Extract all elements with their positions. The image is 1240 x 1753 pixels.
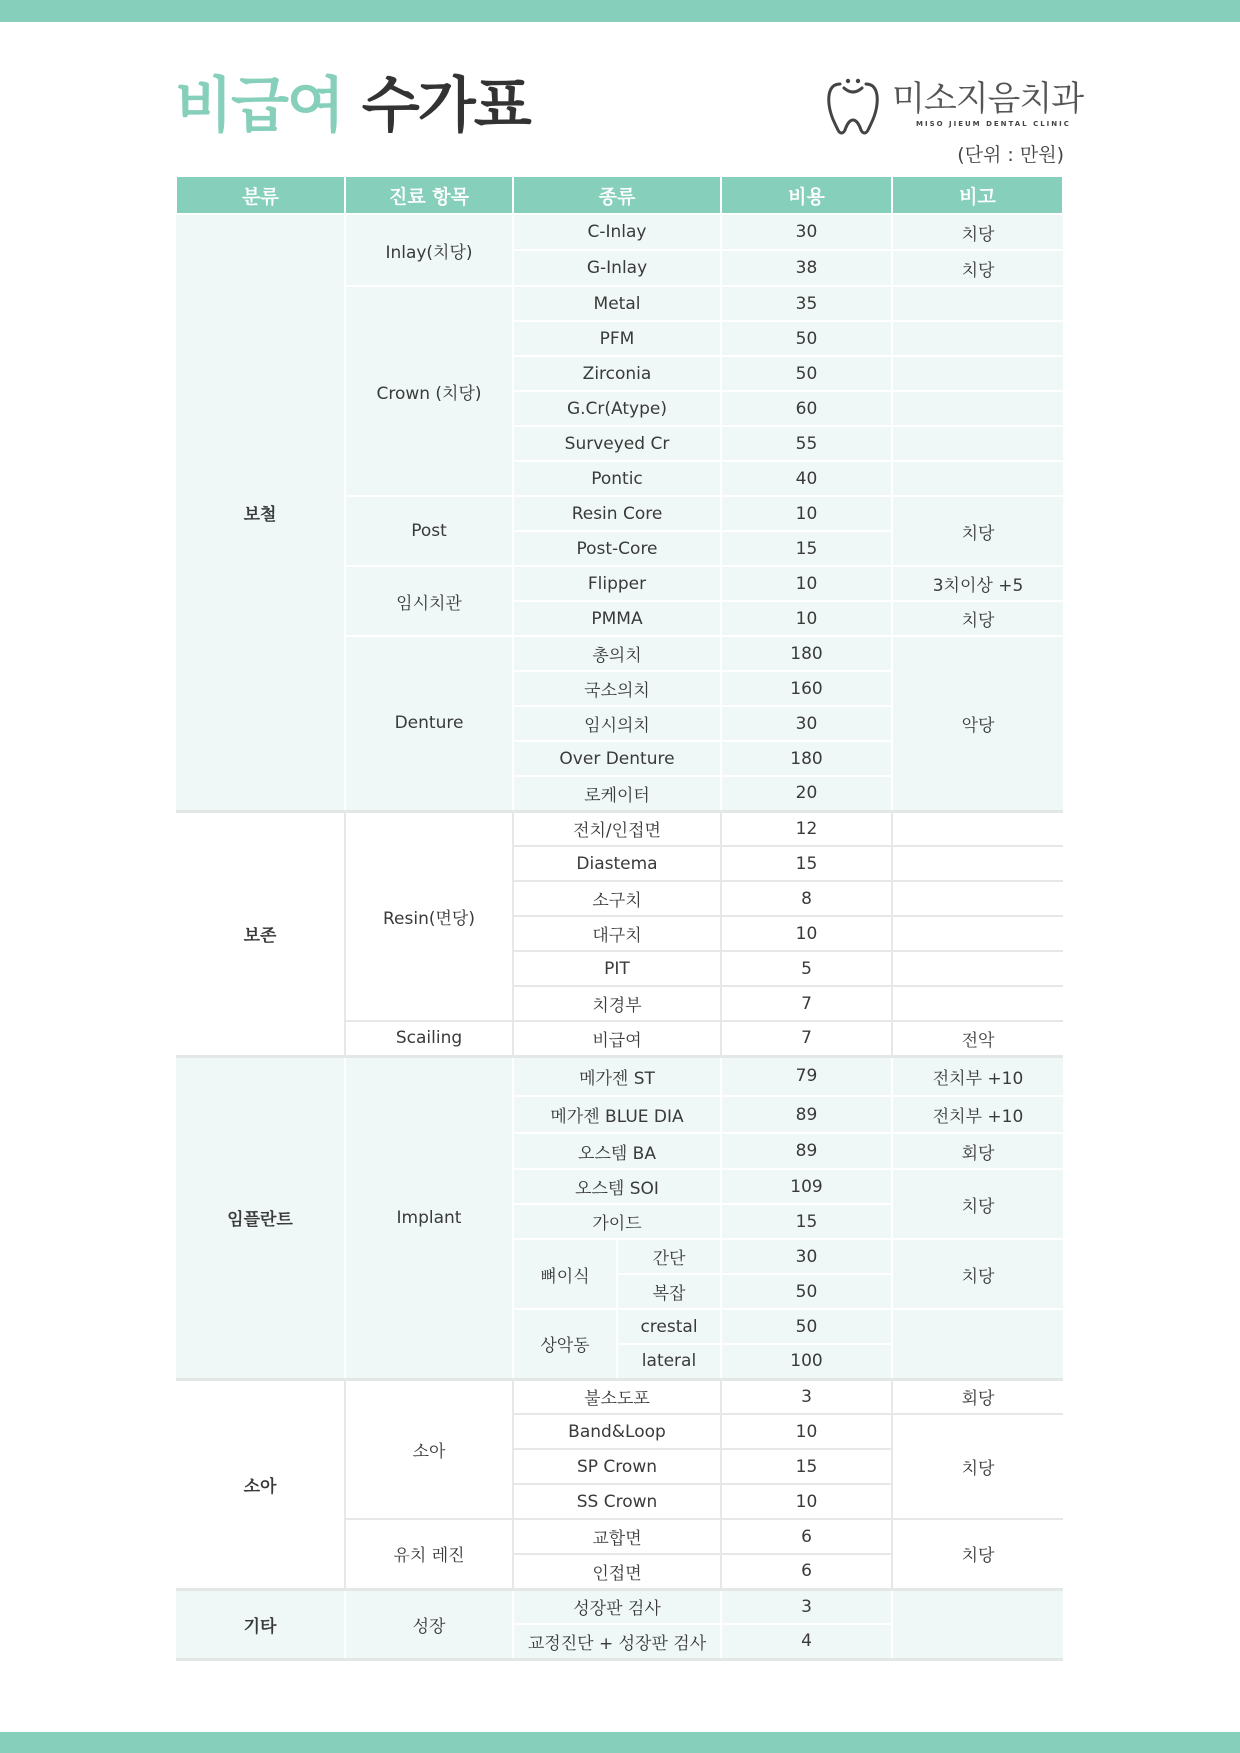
- type-cell: PIT: [513, 951, 721, 986]
- table-row: [176, 214, 1063, 250]
- item-denture: Denture: [345, 636, 513, 811]
- item-growth: 성장: [345, 1589, 513, 1659]
- item-primary-resin: 유치 레진: [345, 1519, 513, 1589]
- item-inlay: Inlay(치당): [345, 214, 513, 286]
- type-cell: G-Inlay: [513, 250, 721, 286]
- logo-name-korean: 미소지음치과: [892, 79, 1084, 119]
- type-cell: crestal: [617, 1309, 721, 1344]
- note-cell: [892, 916, 1063, 951]
- note-cell: [892, 1309, 1063, 1379]
- type-cell: 소구치: [513, 881, 721, 916]
- note-cell: 3치이상 +5: [892, 566, 1063, 601]
- type-cell: Pontic: [513, 461, 721, 496]
- price-table: [175, 177, 1064, 1661]
- cost-cell: 10: [721, 1484, 892, 1519]
- header-cost: 비용: [721, 177, 892, 214]
- note-cell: [892, 811, 1063, 846]
- table-row: [176, 1589, 1063, 1624]
- unit-note: (단위 : 만원): [957, 144, 1064, 166]
- type-cell: 복잡: [617, 1274, 721, 1309]
- type-cell: 국소의치: [513, 671, 721, 706]
- cost-cell: 50: [721, 1309, 892, 1344]
- cost-cell: 5: [721, 951, 892, 986]
- header-type: 종류: [513, 177, 721, 214]
- note-cell: 치당: [892, 1414, 1063, 1519]
- type-cell: Surveyed Cr: [513, 426, 721, 461]
- type-cell: SS Crown: [513, 1484, 721, 1519]
- type-cell: lateral: [617, 1344, 721, 1379]
- cost-cell: 7: [721, 1021, 892, 1056]
- type-cell: Band&Loop: [513, 1414, 721, 1449]
- note-cell: [892, 356, 1063, 391]
- cost-cell: 89: [721, 1133, 892, 1169]
- type-cell: Post-Core: [513, 531, 721, 566]
- note-cell: [892, 321, 1063, 356]
- category-implant: 임플란트: [176, 1056, 345, 1379]
- type-cell: Over Denture: [513, 741, 721, 776]
- type-cell: 전치/인접면: [513, 811, 721, 846]
- cost-cell: 50: [721, 1274, 892, 1309]
- note-cell: [892, 286, 1063, 321]
- category-conservative: 보존: [176, 811, 345, 1056]
- cost-cell: 180: [721, 741, 892, 776]
- type-cell: 총의치: [513, 636, 721, 671]
- note-cell: 전치부 +10: [892, 1056, 1063, 1096]
- smiling-tooth-icon: [826, 78, 880, 136]
- type-cell: 메가젠 BLUE DIA: [513, 1096, 721, 1133]
- cost-cell: 40: [721, 461, 892, 496]
- item-post: Post: [345, 496, 513, 566]
- cost-cell: 30: [721, 706, 892, 741]
- note-cell: [892, 951, 1063, 986]
- cost-cell: 15: [721, 531, 892, 566]
- category-pediatric: 소아: [176, 1379, 345, 1589]
- table-row: [176, 1379, 1063, 1414]
- cost-cell: 35: [721, 286, 892, 321]
- cost-cell: 6: [721, 1519, 892, 1554]
- category-prosthetics: 보철: [176, 214, 345, 811]
- cost-cell: 10: [721, 496, 892, 531]
- note-cell: 치당: [892, 601, 1063, 636]
- sinus-label: 상악동: [513, 1309, 617, 1379]
- bone-graft-label: 뼈이식: [513, 1239, 617, 1309]
- bottom-accent-bar: [0, 1732, 1240, 1753]
- item-temporary-crown: 임시치관: [345, 566, 513, 636]
- type-cell: 치경부: [513, 986, 721, 1021]
- note-cell: 치당: [892, 496, 1063, 566]
- item-implant: Implant: [345, 1056, 513, 1379]
- cost-cell: 160: [721, 671, 892, 706]
- cost-cell: 79: [721, 1056, 892, 1096]
- type-cell: PMMA: [513, 601, 721, 636]
- cost-cell: 3: [721, 1589, 892, 1624]
- cost-cell: 12: [721, 811, 892, 846]
- type-cell: 오스템 SOI: [513, 1169, 721, 1204]
- note-cell: 악당: [892, 636, 1063, 811]
- header-note: 비고: [892, 177, 1063, 214]
- cost-cell: 15: [721, 846, 892, 881]
- cost-cell: 55: [721, 426, 892, 461]
- note-cell: [892, 846, 1063, 881]
- cost-cell: 50: [721, 321, 892, 356]
- table-row: [176, 811, 1063, 846]
- cost-cell: 89: [721, 1096, 892, 1133]
- cost-cell: 20: [721, 776, 892, 811]
- note-cell: [892, 461, 1063, 496]
- note-cell: [892, 986, 1063, 1021]
- type-cell: Zirconia: [513, 356, 721, 391]
- type-cell: 오스템 BA: [513, 1133, 721, 1169]
- note-cell: 치당: [892, 250, 1063, 286]
- type-cell: 비급여: [513, 1021, 721, 1056]
- cost-cell: 180: [721, 636, 892, 671]
- logo-name-english: MISO JIEUM DENTAL CLINIC: [916, 120, 1071, 128]
- type-cell: 교합면: [513, 1519, 721, 1554]
- item-resin: Resin(면당): [345, 811, 513, 1021]
- note-cell: [892, 881, 1063, 916]
- type-cell: 성장판 검사: [513, 1589, 721, 1624]
- cost-cell: 3: [721, 1379, 892, 1414]
- item-kids: 소아: [345, 1379, 513, 1519]
- title-accent: 비급여: [175, 71, 343, 141]
- category-etc: 기타: [176, 1589, 345, 1659]
- type-cell: 불소도포: [513, 1379, 721, 1414]
- type-cell: 교정진단 + 성장판 검사: [513, 1624, 721, 1659]
- note-cell: 치당: [892, 1239, 1063, 1309]
- cost-cell: 4: [721, 1624, 892, 1659]
- note-cell: 전치부 +10: [892, 1096, 1063, 1133]
- note-cell: [892, 391, 1063, 426]
- cost-cell: 15: [721, 1204, 892, 1239]
- type-cell: G.Cr(Atype): [513, 391, 721, 426]
- item-scaling: Scailing: [345, 1021, 513, 1056]
- note-cell: 회당: [892, 1133, 1063, 1169]
- type-cell: 인접면: [513, 1554, 721, 1589]
- type-cell: 간단: [617, 1239, 721, 1274]
- item-crown: Crown (치당): [345, 286, 513, 496]
- cost-cell: 10: [721, 566, 892, 601]
- note-cell: 전악: [892, 1021, 1063, 1056]
- type-cell: Resin Core: [513, 496, 721, 531]
- cost-cell: 30: [721, 214, 892, 250]
- type-cell: PFM: [513, 321, 721, 356]
- note-cell: [892, 1589, 1063, 1659]
- header-category: 분류: [176, 177, 345, 214]
- cost-cell: 30: [721, 1239, 892, 1274]
- page-title: [175, 66, 530, 146]
- type-cell: 가이드: [513, 1204, 721, 1239]
- title-rest: 수가표: [361, 71, 530, 141]
- note-cell: 치당: [892, 1519, 1063, 1589]
- cost-cell: 50: [721, 356, 892, 391]
- top-accent-bar: [0, 0, 1240, 22]
- type-cell: Diastema: [513, 846, 721, 881]
- type-cell: SP Crown: [513, 1449, 721, 1484]
- header-item: 진료 항목: [345, 177, 513, 214]
- cost-cell: 10: [721, 601, 892, 636]
- note-cell: 회당: [892, 1379, 1063, 1414]
- type-cell: 대구치: [513, 916, 721, 951]
- cost-cell: 60: [721, 391, 892, 426]
- note-cell: [892, 426, 1063, 461]
- cost-cell: 6: [721, 1554, 892, 1589]
- table-header-row: [176, 177, 1063, 214]
- cost-cell: 38: [721, 250, 892, 286]
- clinic-logo: [826, 78, 1084, 138]
- cost-cell: 10: [721, 1414, 892, 1449]
- type-cell: 로케이터: [513, 776, 721, 811]
- cost-cell: 109: [721, 1169, 892, 1204]
- type-cell: 메가젠 ST: [513, 1056, 721, 1096]
- cost-cell: 100: [721, 1344, 892, 1379]
- note-cell: 치당: [892, 214, 1063, 250]
- type-cell: C-Inlay: [513, 214, 721, 250]
- cost-cell: 8: [721, 881, 892, 916]
- cost-cell: 7: [721, 986, 892, 1021]
- table-row: [176, 1056, 1063, 1096]
- cost-cell: 15: [721, 1449, 892, 1484]
- type-cell: Metal: [513, 286, 721, 321]
- type-cell: 임시의치: [513, 706, 721, 741]
- cost-cell: 10: [721, 916, 892, 951]
- note-cell: 치당: [892, 1169, 1063, 1239]
- type-cell: Flipper: [513, 566, 721, 601]
